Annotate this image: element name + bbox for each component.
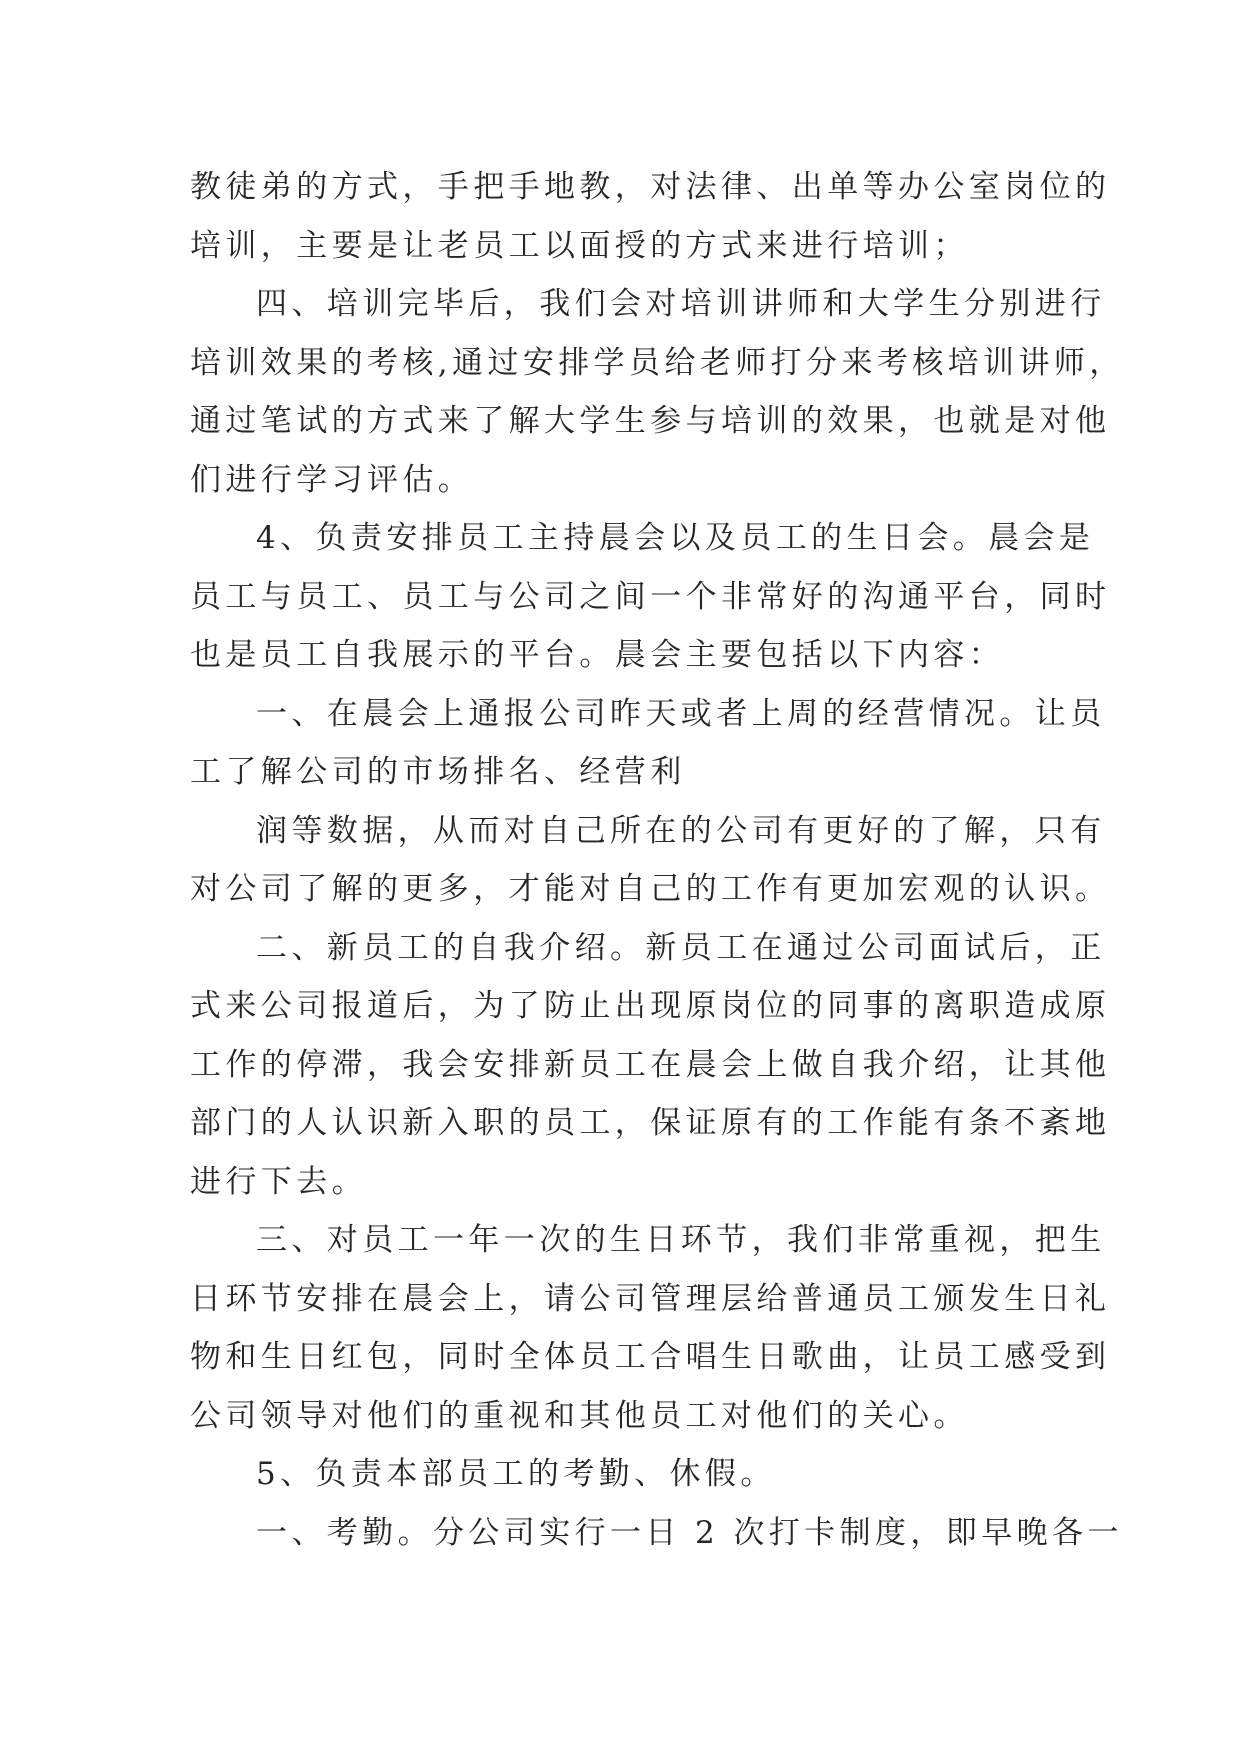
text-line: 式来公司报道后，为了防止出现原岗位的同事的离职造成原 (190, 988, 1111, 1024)
text-line: 工作的停滞，我会安排新员工在晨会上做自我介绍，让其他 (190, 1046, 1111, 1083)
text-line: 进行下去。 (190, 1163, 367, 1200)
text-line: 5、负责本部员工的考勤、休假。 (256, 1456, 776, 1492)
text-line: 一、考勤。分公司实行一日 2 次打卡制度，即早晚各一 (256, 1514, 1123, 1551)
text-line: 对公司了解的更多，才能对自己的工作有更加宏观的认识。 (190, 871, 1111, 907)
text-line: 四、培训完毕后，我们会对培训讲师和大学生分别进行 (256, 286, 1106, 322)
text-line: 三、对员工一年一次的生日环节，我们非常重视，把生 (256, 1222, 1106, 1258)
document-body (190, 158, 1125, 1562)
text-line: 教徒弟的方式，手把手地教，对法律、出单等办公室岗位的 (190, 169, 1111, 205)
text-line: 培训效果的考核,通过安排学员给老师打分来考核培训讲师， (190, 344, 1125, 381)
text-line: 部门的人认识新入职的员工，保证原有的工作能有条不紊地 (190, 1105, 1111, 1141)
text-line: 4、负责安排员工主持晨会以及员工的生日会。晨会是 (256, 520, 1095, 556)
text-line: 们进行学习评估。 (190, 461, 474, 498)
text-line: 二、新员工的自我介绍。新员工在通过公司面试后，正 (256, 929, 1106, 966)
text-line: 日环节安排在晨会上，请公司管理层给普通员工颁发生日礼 (190, 1280, 1111, 1317)
text-line: 公司领导对他们的重视和其他员工对他们的关心。 (190, 1397, 969, 1434)
text-line: 润等数据，从而对自己所在的公司有更好的了解，只有 (256, 812, 1106, 849)
text-line: 也是员工自我展示的平台。晨会主要包括以下内容： (190, 637, 1005, 673)
text-line: 培训，主要是让老员工以面授的方式来进行培训； (190, 227, 969, 264)
text-line: 通过笔试的方式来了解大学生参与培训的效果，也就是对他 (190, 403, 1111, 439)
text-line: 工了解公司的市场排名、经营利 (190, 754, 686, 790)
text-line: 一、在晨会上通报公司昨天或者上周的经营情况。让员 (256, 695, 1106, 732)
text-line: 员工与员工、员工与公司之间一个非常好的沟通平台，同时 (190, 578, 1111, 615)
text-line: 物和生日红包，同时全体员工合唱生日歌曲，让员工感受到 (190, 1339, 1111, 1375)
